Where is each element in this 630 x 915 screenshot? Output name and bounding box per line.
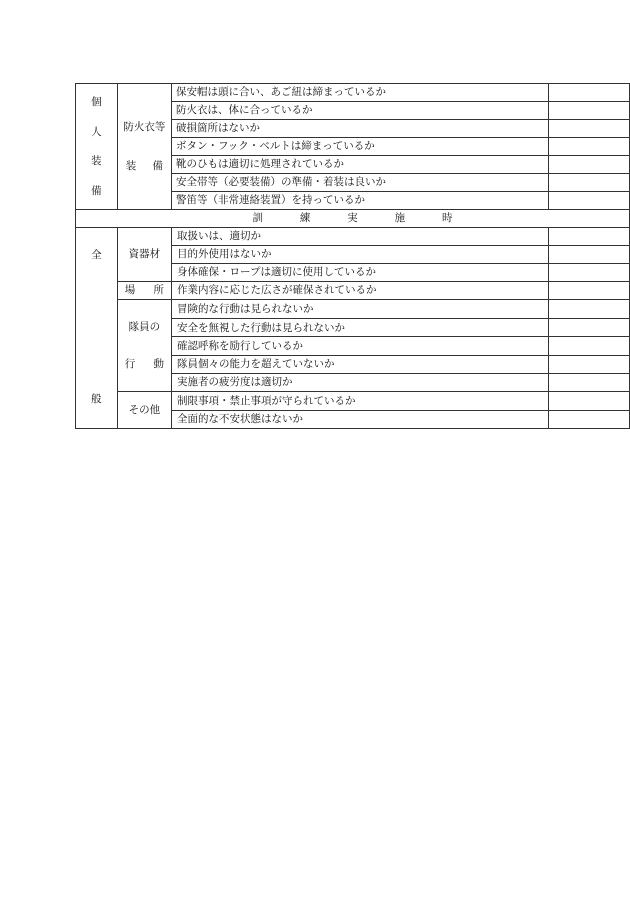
check-item: 確認呼称を励行しているか xyxy=(172,337,549,355)
banner-char: 訓 xyxy=(252,212,263,225)
check-cell[interactable] xyxy=(549,84,630,102)
check-item: 防火衣は、体に合っているか xyxy=(172,102,549,120)
check-item: 隊員個々の能力を超えていないか xyxy=(172,355,549,373)
check-item: 全面的な不安状態はないか xyxy=(172,411,549,429)
group-equipment: 資器材 xyxy=(117,228,171,282)
table-row xyxy=(76,210,630,228)
subcategory-label: 防火衣等 xyxy=(123,121,166,133)
category-char: 般 xyxy=(91,392,102,405)
check-item: 身体確保・ロープは適切に使用しているか xyxy=(172,264,549,282)
subcategory-char: 備 xyxy=(152,159,164,172)
banner-char: 実 xyxy=(347,212,358,225)
check-cell[interactable] xyxy=(549,355,630,373)
banner-text xyxy=(253,213,453,224)
check-cell[interactable] xyxy=(549,300,630,319)
check-cell[interactable] xyxy=(549,102,630,120)
check-item: 目的外使用はないか xyxy=(172,246,549,264)
check-cell[interactable] xyxy=(549,373,630,391)
group-other: その他 xyxy=(117,392,171,429)
subcategory-label-2 xyxy=(118,161,171,172)
check-cell[interactable] xyxy=(549,228,630,246)
check-item: ボタン・フック・ベルトは締まっているか xyxy=(172,138,549,156)
group-char: 場 xyxy=(124,284,136,297)
check-cell[interactable] xyxy=(549,246,630,264)
check-item: 実施者の疲労度は適切か xyxy=(172,373,549,391)
group-label: 隊員の xyxy=(128,321,161,333)
category-char: 人 xyxy=(91,125,102,138)
check-cell[interactable] xyxy=(549,392,630,411)
table-row xyxy=(76,300,630,319)
check-item: 警笛等（非常連絡装置）を持っているか xyxy=(172,192,549,210)
section-banner xyxy=(76,210,630,228)
check-cell[interactable] xyxy=(549,282,630,300)
banner-char: 時 xyxy=(442,212,453,225)
check-cell[interactable] xyxy=(549,138,630,156)
check-cell[interactable] xyxy=(549,319,630,337)
safety-checklist-table xyxy=(75,83,630,429)
banner-char: 練 xyxy=(299,212,311,225)
check-item: 靴のひもは適切に処理されているか xyxy=(172,156,549,174)
check-cell[interactable] xyxy=(549,192,630,210)
banner-char: 施 xyxy=(394,212,406,225)
subcategory-protective-gear xyxy=(117,84,171,210)
category-general xyxy=(76,228,118,429)
category-char: 備 xyxy=(91,184,102,197)
check-item: 取扱いは、適切か xyxy=(172,228,549,246)
check-item: 破損箇所はないか xyxy=(172,120,549,138)
category-char: 個 xyxy=(91,96,102,108)
category-char: 装 xyxy=(91,155,102,167)
group-location xyxy=(117,282,171,300)
check-cell[interactable] xyxy=(549,156,630,174)
check-cell[interactable] xyxy=(549,337,630,355)
group-label-2 xyxy=(118,359,171,370)
check-cell[interactable] xyxy=(549,120,630,138)
group-char: 所 xyxy=(153,284,165,297)
group-member-behavior xyxy=(117,300,171,392)
category-personal-equipment xyxy=(76,84,118,210)
table-row xyxy=(76,228,630,246)
category-char: 全 xyxy=(91,249,102,261)
table-row xyxy=(76,282,630,300)
check-item: 冒険的な行動は見られないか xyxy=(172,300,549,319)
check-item: 作業内容に応じた広さが確保されているか xyxy=(172,282,549,300)
check-cell[interactable] xyxy=(549,174,630,192)
group-char: 行 xyxy=(124,357,136,370)
check-cell[interactable] xyxy=(549,411,630,429)
table-row xyxy=(76,84,630,102)
subcategory-char: 装 xyxy=(125,159,137,172)
check-item: 安全帯等（必要装備）の準備・着装は良いか xyxy=(172,174,549,192)
group-label xyxy=(118,285,171,296)
check-cell[interactable] xyxy=(549,264,630,282)
check-item: 制限事項・禁止事項が守られているか xyxy=(172,392,549,411)
table-row xyxy=(76,392,630,411)
check-item: 安全を無視した行動は見られないか xyxy=(172,319,549,337)
check-item: 保安帽は頭に合い、あご紐は締まっているか xyxy=(172,84,549,102)
group-char: 動 xyxy=(153,357,165,370)
